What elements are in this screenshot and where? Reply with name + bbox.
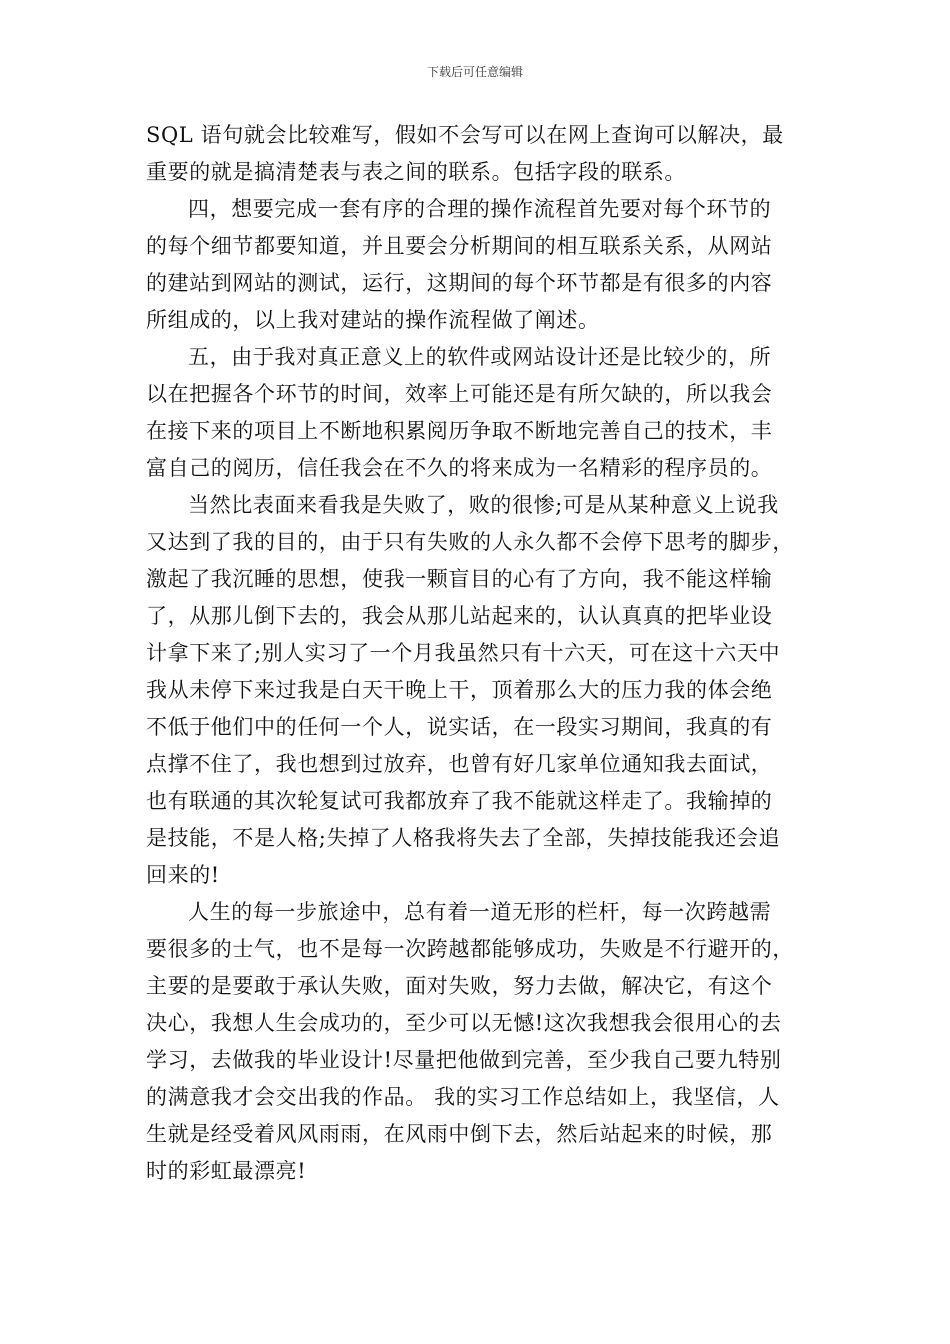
text-line: 计拿下来了;别人实习了一个月我虽然只有十六天，可在这十六天中 <box>146 641 781 665</box>
paragraph-2 <box>146 191 818 339</box>
document-body <box>146 117 818 1190</box>
text-line: 的建站到网站的测试，运行，这期间的每个环节都是有很多的内容 <box>146 271 773 295</box>
text-line: 也有联通的其次轮复试可我都放弃了我不能就这样走了。我输掉的 <box>146 789 773 813</box>
text-line: 当然比表面来看我是失败了，败的很惨;可是从某种意义上说我 <box>188 493 779 517</box>
paragraph-5 <box>146 894 818 1190</box>
text-line: 激起了我沉睡的思想，使我一颗盲目的心有了方向，我不能这样输 <box>146 567 773 591</box>
page-header: 下载后可任意编辑 <box>426 65 523 79</box>
text-line: 点撑不住了，我也想到过放弃，也曾有好几家单位通知我去面试， <box>146 752 773 776</box>
text-line: 主要的是要敢于承认失败，面对失败，努力去做，解决它，有这个 <box>146 974 773 998</box>
text-line: 四，想要完成一套有序的合理的操作流程首先要对每个环节的 <box>188 197 772 221</box>
text-line: 决心，我想人生会成功的，至少可以无憾!这次我想我会很用心的去 <box>146 1011 782 1035</box>
text-line: 要很多的士气，也不是每一次跨越都能够成功，失败是不行避开的， <box>146 937 794 961</box>
text-line: 在接下来的项目上不断地积累阅历争取不断地完善自己的技术，丰 <box>146 419 773 443</box>
text-line: 所组成的，以上我对建站的操作流程做了阐述。 <box>146 308 600 332</box>
text-line: 是技能，不是人格;失掉了人格我将失去了全部，失掉技能我还会追 <box>146 826 781 850</box>
text-line: 五，由于我对真正意义上的软件或网站设计还是比较少的，所 <box>188 345 772 369</box>
text-line: SQL 语句就会比较难写，假如不会写可以在网上查询可以解决，最 <box>146 123 784 147</box>
paragraph-4 <box>146 487 818 894</box>
text-line: 了，从那儿倒下去的，我会从那儿站起来的，认认真真的把毕业设 <box>146 604 773 628</box>
text-line: 重要的就是搞清楚表与表之间的联系。包括字段的联系。 <box>146 160 686 184</box>
text-line: 不低于他们中的任何一个人，说实话，在一段实习期间，我真的有 <box>146 715 773 739</box>
text-line: 的满意我才会交出我的作品。 我的实习工作总结如上，我坚信，人 <box>146 1085 780 1109</box>
text-line: 时的彩虹最漂亮! <box>146 1159 307 1183</box>
text-line: 富自己的阅历，信任我会在不久的将来成为一名精彩的程序员的。 <box>146 456 773 480</box>
paragraph-1 <box>146 117 818 191</box>
text-line: 学习，去做我的毕业设计!尽量把他做到完善，至少我自己要九特别 <box>146 1048 782 1072</box>
text-line: 回来的! <box>146 863 220 887</box>
text-line: 生就是经受着风风雨雨，在风雨中倒下去，然后站起来的时候，那 <box>146 1122 773 1146</box>
paragraph-3 <box>146 339 818 487</box>
text-line: 以在把握各个环节的时间，效率上可能还是有所欠缺的，所以我会 <box>146 382 773 406</box>
text-line: 又达到了我的目的，由于只有失败的人永久都不会停下思考的脚步， <box>146 530 794 554</box>
text-line: 我从未停下来过我是白天干晚上干，顶着那么大的压力我的体会绝 <box>146 678 773 702</box>
text-line: 人生的每一步旅途中，总有着一道无形的栏杆，每一次跨越需 <box>188 900 772 924</box>
text-line: 的每个细节都要知道，并且要会分析期间的相互联系关系，从网站 <box>146 234 773 258</box>
